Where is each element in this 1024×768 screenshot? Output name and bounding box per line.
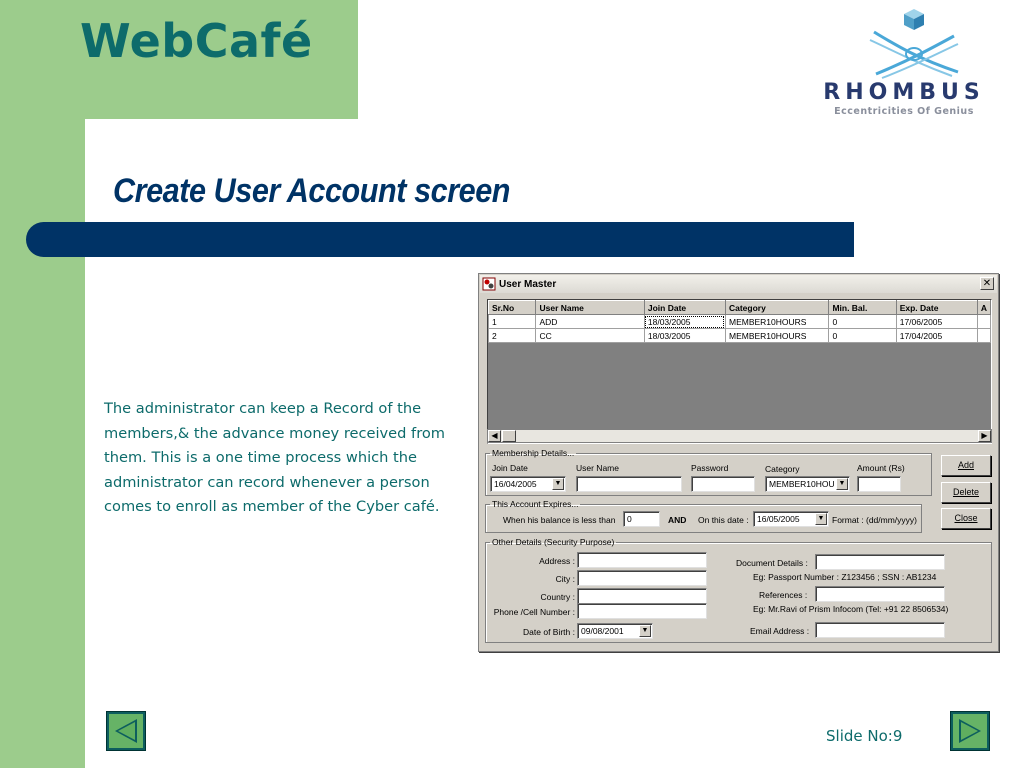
cell-exp-date: 17/06/2005 bbox=[896, 315, 977, 329]
membership-legend: Membership Details... bbox=[492, 448, 575, 458]
delete-button[interactable]: Delete bbox=[941, 482, 991, 503]
expiry-date-label: On this date : bbox=[698, 515, 749, 525]
brand-title: WebCafé bbox=[80, 14, 313, 68]
amount-input[interactable] bbox=[857, 476, 901, 492]
document-details-input[interactable] bbox=[815, 554, 945, 570]
balance-label: When his balance is less than bbox=[503, 515, 616, 525]
logo-wordmark: RHOMBUS bbox=[823, 80, 985, 105]
date-format-label: Format : (dd/mm/yyyy) bbox=[832, 515, 918, 525]
prev-arrow-icon bbox=[109, 714, 143, 748]
dob-label: Date of Birth : bbox=[523, 627, 575, 637]
window-title: User Master bbox=[499, 278, 557, 290]
col-header-truncated[interactable]: A bbox=[977, 301, 990, 315]
country-label: Country : bbox=[540, 592, 575, 602]
dob-value: 09/08/2001 bbox=[581, 626, 624, 636]
expiry-date-picker[interactable] bbox=[753, 511, 829, 527]
user-name-label: User Name bbox=[576, 463, 619, 473]
join-date-label: Join Date bbox=[492, 463, 528, 473]
cell-category: MEMBER10HOURS bbox=[725, 329, 828, 343]
amount-label: Amount (Rs) bbox=[857, 463, 905, 473]
user-master-window bbox=[478, 273, 999, 652]
city-input[interactable] bbox=[577, 570, 707, 586]
references-input[interactable] bbox=[815, 586, 945, 602]
dob-picker[interactable] bbox=[577, 623, 653, 639]
arrow-left-icon: ◀ bbox=[491, 431, 498, 440]
cell-min-bal: 0 bbox=[829, 329, 896, 343]
rhombus-logo bbox=[786, 6, 1018, 118]
chevron-down-icon[interactable]: ▼ bbox=[552, 478, 564, 490]
table-row[interactable] bbox=[489, 329, 991, 343]
cell-join-date: 18/03/2005 bbox=[644, 315, 725, 329]
next-arrow-icon bbox=[953, 714, 987, 748]
chevron-down-icon[interactable]: ▼ bbox=[836, 478, 848, 490]
phone-label: Phone /Cell Number : bbox=[493, 607, 575, 617]
category-select[interactable] bbox=[765, 476, 850, 492]
cell-user-name: CC bbox=[536, 329, 644, 343]
users-grid[interactable] bbox=[487, 299, 992, 444]
next-slide-button[interactable] bbox=[950, 711, 990, 751]
slide-title: Create User Account screen bbox=[113, 172, 511, 210]
join-date-picker[interactable] bbox=[490, 476, 566, 492]
cell-category: MEMBER10HOURS bbox=[725, 315, 828, 329]
join-date-value: 16/04/2005 bbox=[494, 479, 537, 489]
category-value: MEMBER10HOU bbox=[769, 479, 835, 489]
chevron-down-icon[interactable]: ▼ bbox=[639, 625, 651, 637]
other-details-legend: Other Details (Security Purpose) bbox=[492, 537, 615, 547]
cell-join-date: 18/03/2005 bbox=[644, 329, 725, 343]
col-header-user-name[interactable]: User Name bbox=[536, 301, 644, 315]
address-label: Address : bbox=[539, 556, 575, 566]
cell-exp-date: 17/04/2005 bbox=[896, 329, 977, 343]
user-name-input[interactable] bbox=[576, 476, 682, 492]
window-titlebar[interactable] bbox=[480, 275, 997, 293]
references-example-text: Eg: Mr.Ravi of Prism Infocom (Tel: +91 22 8506534) bbox=[753, 604, 949, 614]
expiry-date-value: 16/05/2005 bbox=[757, 514, 800, 524]
arrow-right-icon: ▶ bbox=[981, 431, 988, 440]
expires-legend: This Account Expires... bbox=[492, 499, 579, 509]
and-label: AND bbox=[668, 515, 687, 525]
users-table bbox=[488, 300, 991, 343]
col-header-join-date[interactable]: Join Date bbox=[644, 301, 725, 315]
scroll-left-button[interactable] bbox=[488, 430, 501, 442]
col-header-category[interactable]: Category bbox=[725, 301, 828, 315]
close-icon: ✕ bbox=[982, 278, 992, 289]
add-button[interactable]: Add bbox=[941, 455, 991, 476]
references-label: References : bbox=[759, 590, 808, 600]
rhombus-logo-icon bbox=[786, 6, 1018, 82]
col-header-srno[interactable]: Sr.No bbox=[489, 301, 536, 315]
cell-user-name: ADD bbox=[536, 315, 644, 329]
document-example-text: Eg: Passport Number : Z123456 ; SSN : AB1234 bbox=[753, 572, 937, 582]
slide-number: Slide No:9 bbox=[826, 727, 903, 745]
country-input[interactable] bbox=[577, 588, 707, 604]
close-button[interactable]: Close bbox=[941, 508, 991, 529]
scroll-right-button[interactable] bbox=[978, 430, 991, 442]
chevron-down-icon[interactable]: ▼ bbox=[815, 513, 827, 525]
cell-truncated bbox=[977, 315, 990, 329]
password-label: Password bbox=[691, 463, 729, 473]
cell-truncated bbox=[977, 329, 990, 343]
city-label: City : bbox=[555, 574, 575, 584]
window-close-button[interactable] bbox=[980, 277, 994, 290]
document-details-label: Document Details : bbox=[736, 558, 808, 568]
category-label: Category bbox=[765, 464, 800, 474]
cell-srno: 2 bbox=[489, 329, 536, 343]
col-header-min-bal[interactable]: Min. Bal. bbox=[829, 301, 896, 315]
app-icon bbox=[482, 277, 496, 291]
scroll-thumb[interactable] bbox=[502, 430, 516, 442]
cell-srno: 1 bbox=[489, 315, 536, 329]
grid-horizontal-scrollbar[interactable] bbox=[487, 429, 992, 443]
balance-threshold-input[interactable]: 0 bbox=[623, 511, 660, 527]
logo-tagline: Eccentricities Of Genius bbox=[834, 106, 974, 117]
email-input[interactable] bbox=[815, 622, 945, 638]
title-underline-bar bbox=[26, 222, 854, 257]
grid-header-row bbox=[489, 301, 991, 315]
col-header-exp-date[interactable]: Exp. Date bbox=[896, 301, 977, 315]
address-input[interactable] bbox=[577, 552, 707, 568]
table-row[interactable] bbox=[489, 315, 991, 329]
email-label: Email Address : bbox=[750, 626, 810, 636]
slide-description: The administrator can keep a Record of the members,& the advance money received from them. This is a one time process which the administrator can record whenever a person comes to enroll as member of the Cyber café. bbox=[104, 400, 446, 515]
cell-min-bal: 0 bbox=[829, 315, 896, 329]
password-input[interactable] bbox=[691, 476, 755, 492]
previous-slide-button[interactable] bbox=[106, 711, 146, 751]
phone-input[interactable] bbox=[577, 603, 707, 619]
